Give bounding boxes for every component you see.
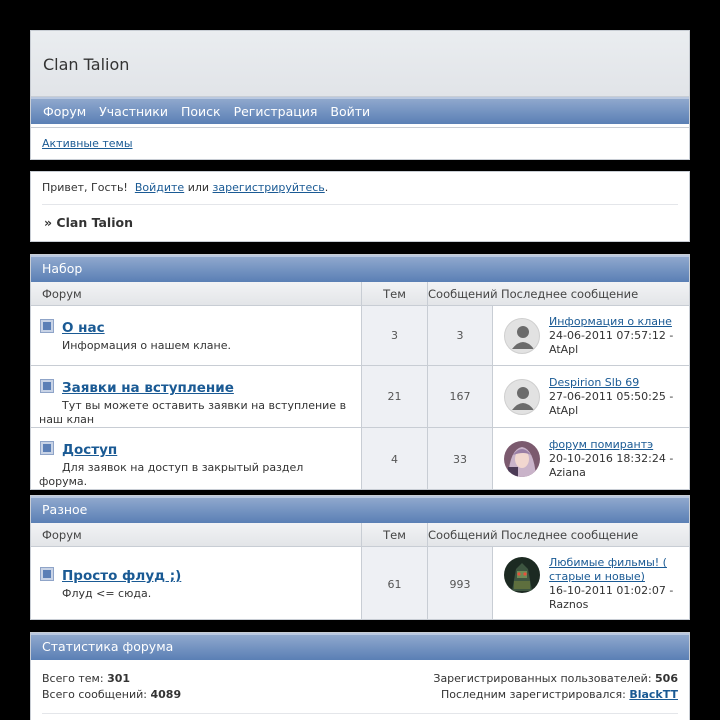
greeting-line: [42, 172, 678, 205]
forum-name[interactable]: Заявки на вступление: [62, 380, 234, 396]
total-posts-value: 4089: [150, 688, 182, 701]
stats-right: [433, 671, 678, 703]
last-post-title[interactable]: Информация о клане: [549, 314, 672, 328]
last-post-info: [549, 556, 689, 612]
last-post-info: [549, 315, 673, 357]
col-forum: Форум: [31, 282, 362, 305]
main-nav: [31, 97, 689, 124]
last-post-date: 27-06-2011 05:50:25 -: [549, 389, 674, 403]
registered-users-value: 506: [655, 672, 678, 685]
last-post-cell: [493, 547, 689, 620]
last-post-info: [549, 438, 673, 480]
forum-cell: [31, 366, 362, 427]
col-last-post: Последнее сообщение: [501, 528, 639, 542]
forum-name[interactable]: О нас: [62, 320, 105, 336]
login-link[interactable]: Войдите: [134, 181, 185, 194]
title-area: [31, 31, 689, 97]
forum-icon: [41, 380, 53, 392]
divider: [42, 713, 678, 714]
total-posts-label: Всего сообщений:: [42, 688, 147, 701]
stats-left: [42, 671, 181, 703]
stats-body: [31, 660, 689, 703]
nav-register[interactable]: Регистрация: [233, 104, 318, 119]
column-header: [31, 523, 689, 547]
col-topics: Тем: [362, 282, 428, 305]
forum-desc: Для заявок на доступ в закрытый раздел форума.: [39, 461, 304, 488]
category-section: [30, 495, 690, 620]
col-topics: Тем: [362, 523, 428, 546]
forum-icon: [41, 442, 53, 454]
sub-nav: [31, 127, 689, 157]
forum-row: [31, 428, 689, 490]
last-post-cell: [493, 428, 689, 490]
last-post-date: 20-10-2016 18:32:24 -: [549, 452, 674, 465]
forum-desc: Флуд <= сюда.: [62, 587, 152, 600]
forum-cell: [31, 547, 362, 620]
posts-count: 993: [428, 547, 493, 620]
topics-count: 4: [362, 428, 428, 490]
last-post-cell: [493, 366, 689, 427]
nav-forum[interactable]: Форум: [43, 104, 87, 119]
column-header: [31, 282, 689, 306]
total-topics-value: 301: [107, 672, 131, 685]
forum-desc: Тут вы можете оставить заявки на вступление в наш клан: [39, 399, 347, 426]
last-post-date: 16-10-2011 01:02:07 -: [549, 584, 674, 597]
site-title: Clan Talion: [43, 55, 130, 74]
col-forum: Форум: [31, 523, 362, 546]
forum-desc: Информация о нашем клане.: [62, 339, 231, 352]
forum-cell: [31, 428, 362, 490]
forum-icon: [41, 568, 53, 580]
total-topics-label: Всего тем:: [42, 672, 104, 685]
nav-members[interactable]: Участники: [99, 104, 168, 119]
col-posts: Сообщений: [428, 528, 498, 542]
header: [30, 30, 690, 160]
forum-name[interactable]: Доступ: [62, 442, 118, 458]
breadcrumb: » Clan Talion: [44, 215, 133, 230]
forum-stats: [30, 632, 690, 720]
posts-count: 3: [428, 306, 493, 365]
last-post-title[interactable]: форум помирантэ: [549, 438, 654, 451]
topics-count: 21: [362, 366, 428, 427]
last-post-date: 24-06-2011 07:57:12 -: [549, 328, 674, 342]
last-post-cell: [493, 306, 689, 365]
last-post-user: Aziana: [549, 466, 586, 479]
forum-row: [31, 366, 689, 428]
last-post-title[interactable]: Despirion Slb 69: [549, 375, 640, 389]
registered-users-label: Зарегистрированных пользователей:: [433, 672, 652, 685]
newest-user-label: Последним зарегистрировался:: [441, 688, 626, 701]
stats-title: Статистика форума: [31, 633, 689, 660]
register-link[interactable]: зарегистрируйтесь: [212, 181, 325, 194]
last-post-user: Raznos: [549, 598, 589, 611]
topics-count: 3: [362, 306, 428, 365]
nav-login[interactable]: Войти: [330, 104, 371, 119]
greeting-text: Привет, Гость!: [42, 181, 128, 194]
forum-row: [31, 547, 689, 620]
forum-icon: [41, 320, 53, 332]
default-avatar-icon[interactable]: [504, 379, 540, 415]
category-title[interactable]: Набор: [31, 255, 689, 282]
category-section: [30, 254, 690, 490]
nav-search[interactable]: Поиск: [180, 104, 221, 119]
default-avatar-icon[interactable]: [504, 318, 540, 354]
posts-count: 167: [428, 366, 493, 427]
last-post-info: [549, 376, 673, 418]
period-text: .: [324, 181, 329, 194]
robot-avatar-icon[interactable]: [504, 557, 540, 593]
posts-count: 33: [428, 428, 493, 490]
forum-name[interactable]: Просто флуд ;): [62, 568, 182, 584]
welcome-box: [30, 171, 690, 242]
forum-cell: [31, 306, 362, 365]
category-title[interactable]: Разное: [31, 496, 689, 523]
col-last-post: Последнее сообщение: [501, 287, 639, 301]
col-posts: Сообщений: [428, 287, 498, 301]
last-post-user: AtApl: [549, 342, 579, 356]
forum-row: [31, 306, 689, 366]
last-post-title[interactable]: Любимые фильмы! ( старые и новые): [549, 556, 667, 583]
topics-count: 61: [362, 547, 428, 620]
last-post-user: AtApl: [549, 403, 579, 417]
anime-girl-avatar-icon[interactable]: [504, 441, 540, 477]
or-text: или: [187, 181, 210, 194]
newest-user-link[interactable]: BlackTT: [629, 688, 678, 701]
active-topics-link[interactable]: Активные темы: [42, 137, 133, 150]
